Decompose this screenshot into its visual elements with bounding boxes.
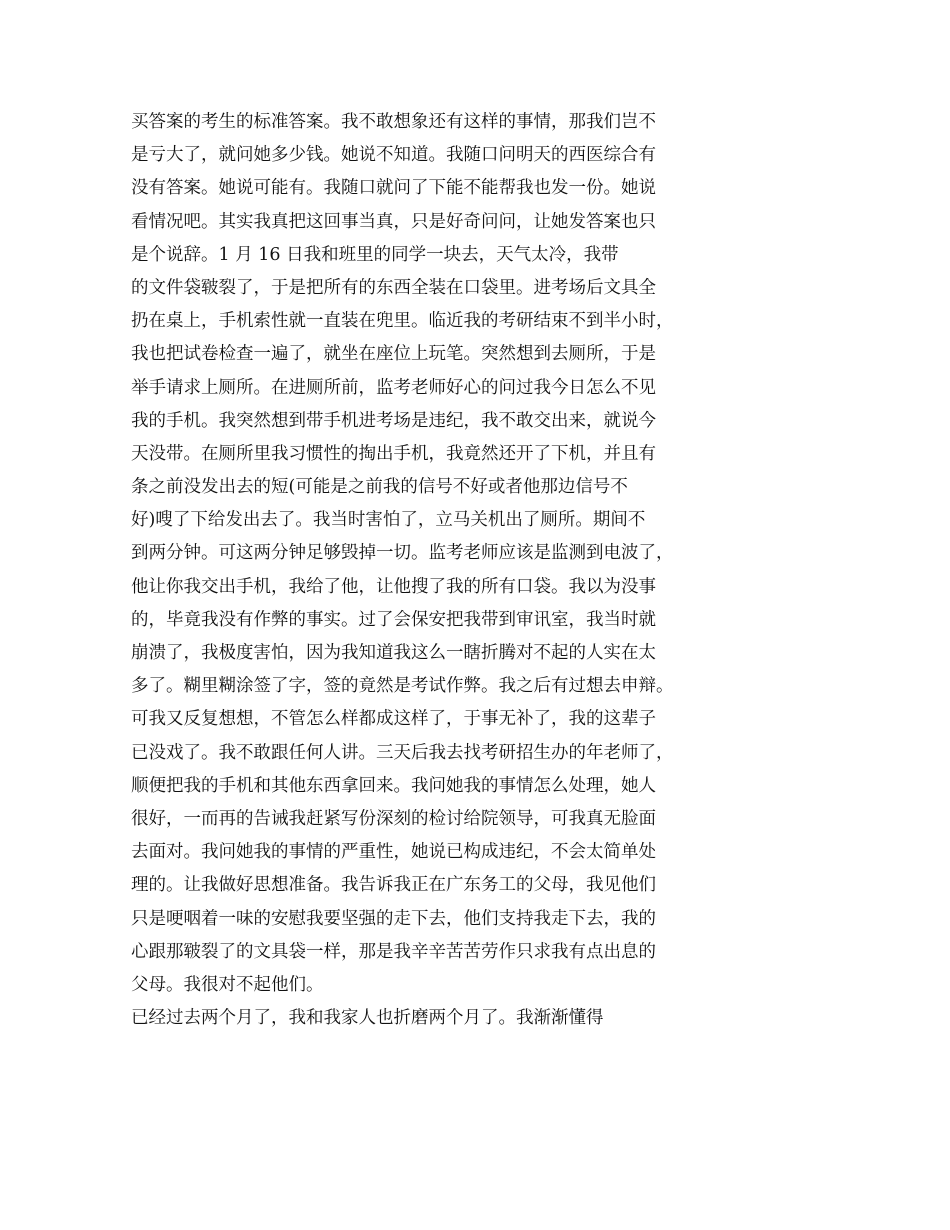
text-line: 我也把试卷检查一遍了，就坐在座位上玩笔。突然想到去厕所，于是 (131, 344, 656, 365)
text-line: 去面对。我问她我的事情的严重性，她说已构成违纪，不会太简单处 (131, 842, 656, 863)
text-line: 只是哽咽着一味的安慰我要坚强的走下去，他们支持我走下去，我的 (131, 908, 656, 929)
text-line: 很好，一而再的告诫我赶紧写份深刻的检讨给院领导，可我真无脸面 (131, 808, 656, 829)
text-line: 理的。让我做好思想准备。我告诉我正在广东务工的父母，我见他们 (131, 875, 656, 896)
text-line: 心跟那皲裂了的文具袋一样，那是我辛辛苦苦劳作只求我有点出息的 (131, 941, 656, 962)
text-line: 没有答案。她说可能有。我随口就问了下能不能帮我也发一份。她说 (131, 178, 656, 199)
text-line: 父母。我很对不起他们。 (131, 974, 324, 995)
text-line: 顺便把我的手机和其他东西拿回来。我问她我的事情怎么处理，她人 (131, 775, 656, 796)
text-line: 天没带。在厕所里我习惯性的掏出手机，我竟然还开了下机，并且有 (131, 443, 656, 464)
text-line: 崩溃了，我极度害怕，因为我知道我这么一瞎折腾对不起的人实在太 (131, 643, 656, 663)
text-line: 是个说辞。1 月 16 日我和班里的同学一块去，天气太冷，我带 (131, 244, 619, 265)
text-line: 的，毕竟我没有作弊的事实。过了会保安把我带到审讯室，我当时就 (131, 609, 656, 630)
text-line: 可我又反复想想，不管怎么样都成这样了，于事无补了，我的这辈子 (131, 709, 656, 730)
text-line: 看情况吧。其实我真把这回事当真，只是好奇问问，让她发答案也只 (131, 211, 656, 232)
text-line: 多了。糊里糊涂签了字，签的竟然是考试作弊。我之后有过想去申辩。 (131, 676, 674, 697)
text-line: 已没戏了。我不敢跟任何人讲。三天后我去找考研招生办的年老师了， (131, 742, 674, 763)
text-line: 他让你我交出手机，我给了他，让他搜了我的所有口袋。我以为没事 (131, 576, 656, 597)
text-line: 已经过去两个月了，我和我家人也折磨两个月了。我渐渐懂得 (131, 1008, 604, 1029)
text-line: 的文件袋皲裂了，于是把所有的东西全装在口袋里。进考场后文具全 (131, 277, 656, 298)
text-line: 到两分钟。可这两分钟足够毁掉一切。监考老师应该是监测到电波了， (131, 543, 674, 564)
text-line: 买答案的考生的标准答案。我不敢想象还有这样的事情，那我们岂不 (131, 112, 656, 132)
text-line: 举手请求上厕所。在进厕所前，监考老师好心的问过我今日怎么不见 (131, 377, 656, 398)
text-line: 我的手机。我突然想到带手机进考场是违纪，我不敢交出来，就说今 (131, 410, 656, 431)
text-line: 是亏大了，就问她多少钱。她说不知道。我随口问明天的西医综合有 (131, 145, 656, 166)
text-line: 扔在桌上，手机索性就一直装在兜里。临近我的考研结束不到半小时， (131, 311, 674, 332)
text-line: 好)嗖了下给发出去了。我当时害怕了，立马关机出了厕所。期间不 (131, 510, 646, 531)
text-line: 条之前没发出去的短(可能是之前我的信号不好或者他那边信号不 (131, 477, 628, 498)
body-text (131, 106, 706, 1035)
